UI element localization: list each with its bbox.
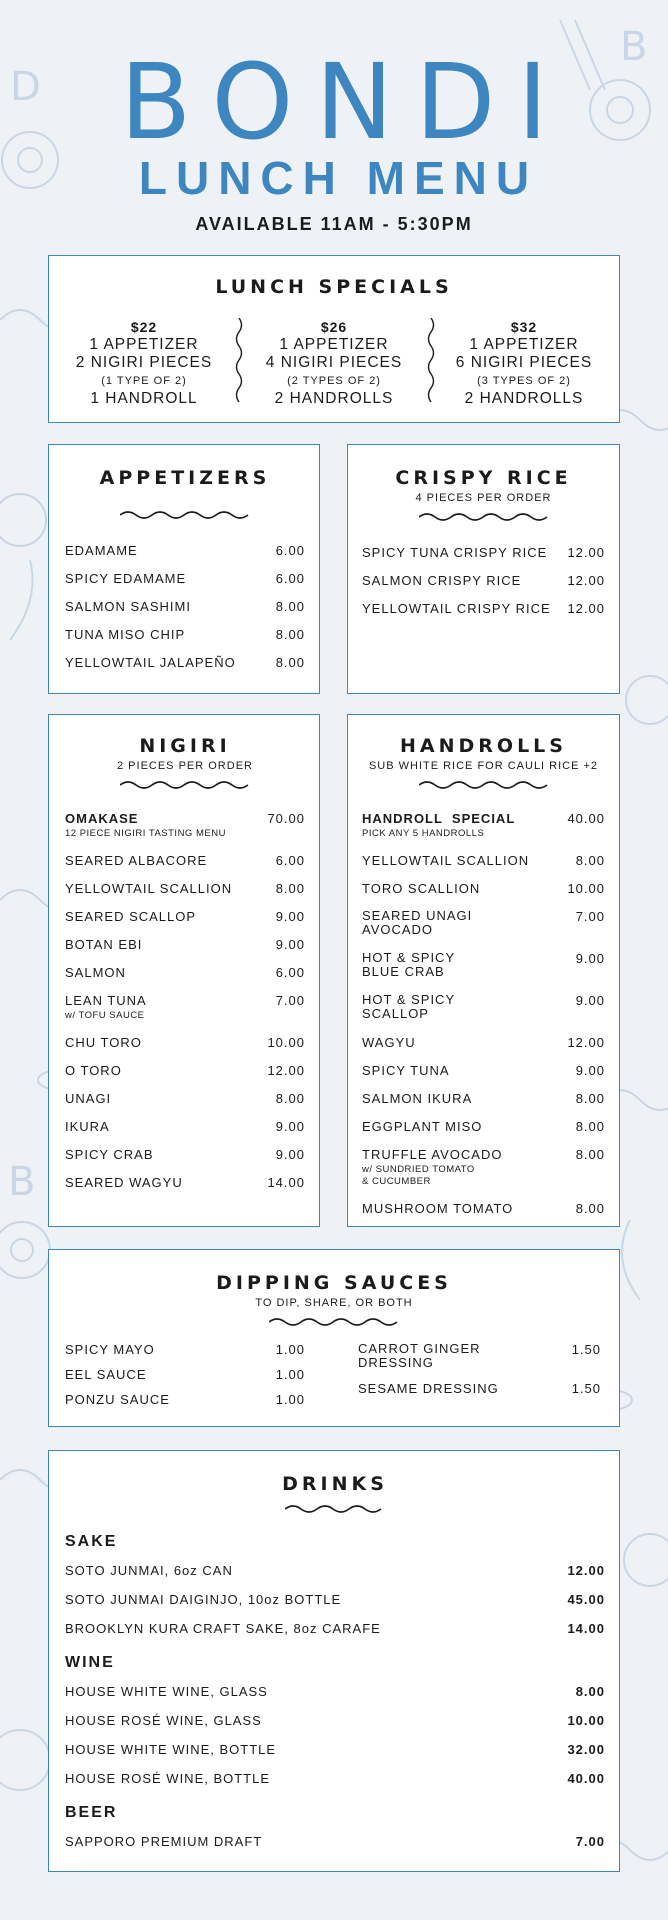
drink-item	[65, 1684, 605, 1713]
menu-item	[65, 1342, 305, 1367]
item-name: TUNA MISO CHIP	[65, 627, 186, 642]
item-price: 12.00	[567, 573, 605, 588]
item-name: HOT & SPICY SCALLOP	[362, 992, 455, 1021]
handrolls-box	[347, 714, 620, 1227]
svg-text:B: B	[8, 1159, 36, 1205]
item-name: BOTAN EBI	[65, 937, 143, 952]
item-price: 12.00	[567, 1563, 605, 1578]
item-name: SALMON SASHIMI	[65, 599, 191, 614]
item-name: SOTO JUNMAI DAIGINJO, 10oz BOTTLE	[65, 1592, 342, 1607]
item-price: 1.00	[275, 1342, 305, 1357]
menu-item	[65, 1175, 305, 1203]
lunch-specials-box	[48, 255, 620, 423]
menu-item	[65, 881, 305, 909]
nigiri-subtitle: 2 PIECES PER ORDER	[117, 760, 253, 772]
drinks-title: DRINKS	[282, 1473, 388, 1495]
item-price: 6.00	[275, 571, 305, 586]
drink-item	[65, 1713, 605, 1742]
item-price: 6.00	[275, 965, 305, 980]
special-line: 1 APPETIZER	[89, 336, 199, 353]
item-name: TRUFFLE AVOCADO	[362, 1147, 503, 1162]
menu-item	[65, 1119, 305, 1147]
item-price: 12.00	[267, 1063, 305, 1078]
menu-item	[65, 937, 305, 965]
menu-item	[65, 1091, 305, 1119]
dipping-sauces-subtitle: TO DIP, SHARE, OR BOTH	[255, 1297, 413, 1309]
menu-item	[362, 1063, 605, 1091]
item-name: O TORO	[65, 1063, 122, 1078]
item-price: 9.00	[275, 1119, 305, 1134]
menu-item	[362, 545, 605, 573]
wave-divider	[120, 779, 250, 791]
menu-item	[65, 543, 305, 571]
svg-text:D: D	[10, 64, 41, 110]
wave-divider	[285, 1503, 385, 1515]
menu-item	[362, 853, 605, 881]
item-name: SEARED WAGYU	[65, 1175, 183, 1190]
menu-item	[65, 1392, 305, 1417]
item-price: 12.00	[567, 601, 605, 616]
item-price: 10.00	[267, 1035, 305, 1050]
special-price: $22	[130, 319, 158, 335]
menu-item	[362, 909, 605, 951]
appetizers-box	[48, 444, 320, 694]
item-name: SEARED UNAGI AVOCADO	[362, 908, 473, 937]
menu-item	[362, 1201, 605, 1229]
item-name: BROOKLYN KURA CRAFT SAKE, 8oz CARAFE	[65, 1621, 381, 1636]
menu-item	[65, 811, 305, 853]
item-price: 10.00	[567, 881, 605, 896]
dipping-sauces-title: DIPPING SAUCES	[216, 1272, 452, 1294]
item-price: 40.00	[567, 1771, 605, 1786]
special-line: 1 APPETIZER	[469, 336, 579, 353]
item-price: 8.00	[575, 853, 605, 868]
menu-item	[65, 571, 305, 599]
squiggle-divider	[234, 318, 244, 402]
nigiri-title: NIGIRI	[139, 735, 231, 757]
item-name: PONZU SAUCE	[65, 1392, 170, 1407]
drink-item	[65, 1592, 605, 1621]
item-note: 12 PIECE NIGIRI TASTING MENU	[65, 828, 226, 839]
item-name: SPICY CRAB	[65, 1147, 154, 1162]
item-name: MUSHROOM TOMATO	[362, 1201, 514, 1216]
item-name: HANDROLL SPECIAL	[362, 811, 516, 826]
menu-item	[65, 627, 305, 655]
special-price: $32	[510, 319, 538, 335]
item-name: HOUSE WHITE WINE, GLASS	[65, 1684, 268, 1699]
item-price: 8.00	[275, 627, 305, 642]
item-name: HOUSE WHITE WINE, BOTTLE	[65, 1742, 277, 1757]
special-line: 4 NIGIRI PIECES	[265, 354, 403, 371]
appetizers-title: APPETIZERS	[99, 467, 271, 489]
item-name: YELLOWTAIL SCALLION	[65, 881, 233, 896]
special-line: 2 HANDROLLS	[464, 390, 584, 407]
item-name: SPICY MAYO	[65, 1342, 155, 1357]
special-option	[239, 318, 429, 408]
handrolls-title: HANDROLLS	[400, 735, 567, 757]
special-line: (1 TYPE OF 2)	[101, 375, 187, 387]
menu-item	[65, 655, 305, 683]
item-name: LEAN TUNA	[65, 993, 147, 1008]
availability-text: AVAILABLE 11AM - 5:30PM	[195, 214, 473, 234]
item-name: SPICY TUNA CRISPY RICE	[362, 545, 548, 560]
item-price: 1.50	[571, 1381, 601, 1396]
menu-item	[362, 573, 605, 601]
menu-item	[362, 1119, 605, 1147]
item-name: YELLOWTAIL CRISPY RICE	[362, 601, 551, 616]
item-price: 40.00	[567, 811, 605, 826]
item-price: 8.00	[275, 655, 305, 670]
drink-item	[65, 1621, 605, 1650]
wave-divider	[120, 509, 250, 521]
item-price: 8.00	[575, 1147, 605, 1162]
crispy-rice-box	[347, 444, 620, 694]
menu-item	[65, 993, 305, 1035]
wave-divider	[269, 1316, 399, 1328]
wave-divider	[419, 511, 549, 523]
item-price: 9.00	[275, 909, 305, 924]
item-name: EEL SAUCE	[65, 1367, 147, 1382]
special-line: 1 APPETIZER	[279, 336, 389, 353]
menu-item	[362, 881, 605, 909]
item-name: HOT & SPICY BLUE CRAB	[362, 950, 455, 979]
squiggle-divider	[426, 318, 436, 402]
item-price: 45.00	[567, 1592, 605, 1607]
item-price: 1.00	[275, 1367, 305, 1382]
nigiri-box	[48, 714, 320, 1227]
special-option	[49, 318, 239, 408]
menu-item	[362, 993, 605, 1035]
brand-logo: BONDI	[120, 41, 570, 163]
lunch-specials-title: LUNCH SPECIALS	[215, 276, 453, 298]
item-price: 8.00	[275, 881, 305, 896]
item-name: EDAMAME	[65, 543, 138, 558]
item-price: 9.00	[575, 1063, 605, 1078]
item-price: 70.00	[267, 811, 305, 826]
item-name: IKURA	[65, 1119, 110, 1134]
item-name: SALMON CRISPY RICE	[362, 573, 522, 588]
item-price: 7.00	[575, 1834, 605, 1849]
special-line: 2 NIGIRI PIECES	[75, 354, 213, 371]
drink-item	[65, 1563, 605, 1592]
drink-item	[65, 1834, 605, 1863]
item-name: EGGPLANT MISO	[362, 1119, 483, 1134]
crispy-rice-title: CRISPY RICE	[395, 467, 572, 489]
drinks-box	[48, 1450, 620, 1872]
menu-item	[65, 1367, 305, 1392]
special-line: 1 HANDROLL	[90, 390, 198, 407]
wine-heading: WINE	[65, 1654, 115, 1671]
item-price: 14.00	[267, 1175, 305, 1190]
sake-heading: SAKE	[65, 1533, 118, 1550]
menu-item	[358, 1381, 601, 1406]
item-price: 7.00	[275, 993, 305, 1008]
item-name: SALMON	[65, 965, 126, 980]
menu-item	[65, 1035, 305, 1063]
special-price: $26	[320, 319, 348, 335]
item-price: 9.00	[275, 937, 305, 952]
item-name: SPICY TUNA	[362, 1063, 450, 1078]
item-note: PICK ANY 5 HANDROLLS	[362, 828, 485, 839]
menu-item	[362, 1147, 605, 1201]
item-name: OMAKASE	[65, 811, 139, 826]
item-price: 9.00	[575, 951, 605, 966]
item-price: 1.50	[571, 1342, 601, 1357]
menu-item	[358, 1342, 601, 1381]
menu-item	[65, 599, 305, 627]
item-name: UNAGI	[65, 1091, 112, 1106]
item-name: SAPPORO PREMIUM DRAFT	[65, 1834, 263, 1849]
item-name: HOUSE ROSÉ WINE, BOTTLE	[65, 1771, 271, 1786]
special-option	[429, 318, 619, 408]
item-name: SPICY EDAMAME	[65, 571, 187, 586]
item-price: 12.00	[567, 1035, 605, 1050]
item-name: CHU TORO	[65, 1035, 142, 1050]
item-price: 8.00	[575, 1091, 605, 1106]
menu-item	[362, 601, 605, 629]
item-price: 12.00	[567, 545, 605, 560]
item-note: w/ TOFU SAUCE	[65, 1010, 145, 1021]
item-price: 6.00	[275, 853, 305, 868]
menu-item	[362, 951, 605, 993]
menu-item	[65, 965, 305, 993]
menu-item	[362, 811, 605, 853]
special-line: 6 NIGIRI PIECES	[455, 354, 593, 371]
item-note: w/ SUNDRIED TOMATO & CUCUMBER	[362, 1164, 475, 1187]
special-line: (3 TYPES OF 2)	[477, 375, 571, 387]
item-price: 1.00	[275, 1392, 305, 1407]
beer-heading: BEER	[65, 1804, 118, 1821]
dipping-sauces-box	[48, 1249, 620, 1427]
item-price: 8.00	[575, 1201, 605, 1216]
menu-item	[65, 909, 305, 937]
menu-item	[362, 1035, 605, 1063]
item-name: WAGYU	[362, 1035, 416, 1050]
svg-text:B: B	[620, 24, 648, 70]
crispy-rice-subtitle: 4 PIECES PER ORDER	[415, 492, 552, 504]
item-price: 9.00	[575, 993, 605, 1008]
item-name: TORO SCALLION	[362, 881, 481, 896]
item-price: 8.00	[275, 599, 305, 614]
item-price: 7.00	[575, 909, 605, 924]
item-price: 14.00	[567, 1621, 605, 1636]
item-price: 32.00	[567, 1742, 605, 1757]
item-price: 10.00	[567, 1713, 605, 1728]
item-name: SEARED ALBACORE	[65, 853, 208, 868]
item-price: 8.00	[575, 1684, 605, 1699]
item-price: 6.00	[275, 543, 305, 558]
drink-item	[65, 1771, 605, 1800]
menu-item	[65, 853, 305, 881]
item-name: SOTO JUNMAI, 6oz CAN	[65, 1563, 233, 1578]
handrolls-subtitle: SUB WHITE RICE FOR CAULI RICE +2	[368, 760, 599, 772]
item-price: 9.00	[275, 1147, 305, 1162]
menu-title: LUNCH MENU	[138, 152, 539, 204]
drink-item	[65, 1742, 605, 1771]
menu-item	[65, 1063, 305, 1091]
item-name: SEARED SCALLOP	[65, 909, 197, 924]
item-name: HOUSE ROSÉ WINE, GLASS	[65, 1713, 262, 1728]
menu-item	[65, 1147, 305, 1175]
item-price: 8.00	[275, 1091, 305, 1106]
menu-item	[362, 1091, 605, 1119]
item-name: CARROT GINGER DRESSING	[358, 1341, 481, 1370]
item-name: SESAME DRESSING	[358, 1381, 499, 1396]
item-price: 8.00	[575, 1119, 605, 1134]
item-name: YELLOWTAIL SCALLION	[362, 853, 530, 868]
wave-divider	[419, 779, 549, 791]
special-line: (2 TYPES OF 2)	[287, 375, 381, 387]
item-name: YELLOWTAIL JALAPEÑO	[65, 655, 236, 670]
special-line: 2 HANDROLLS	[274, 390, 394, 407]
item-name: SALMON IKURA	[362, 1091, 473, 1106]
